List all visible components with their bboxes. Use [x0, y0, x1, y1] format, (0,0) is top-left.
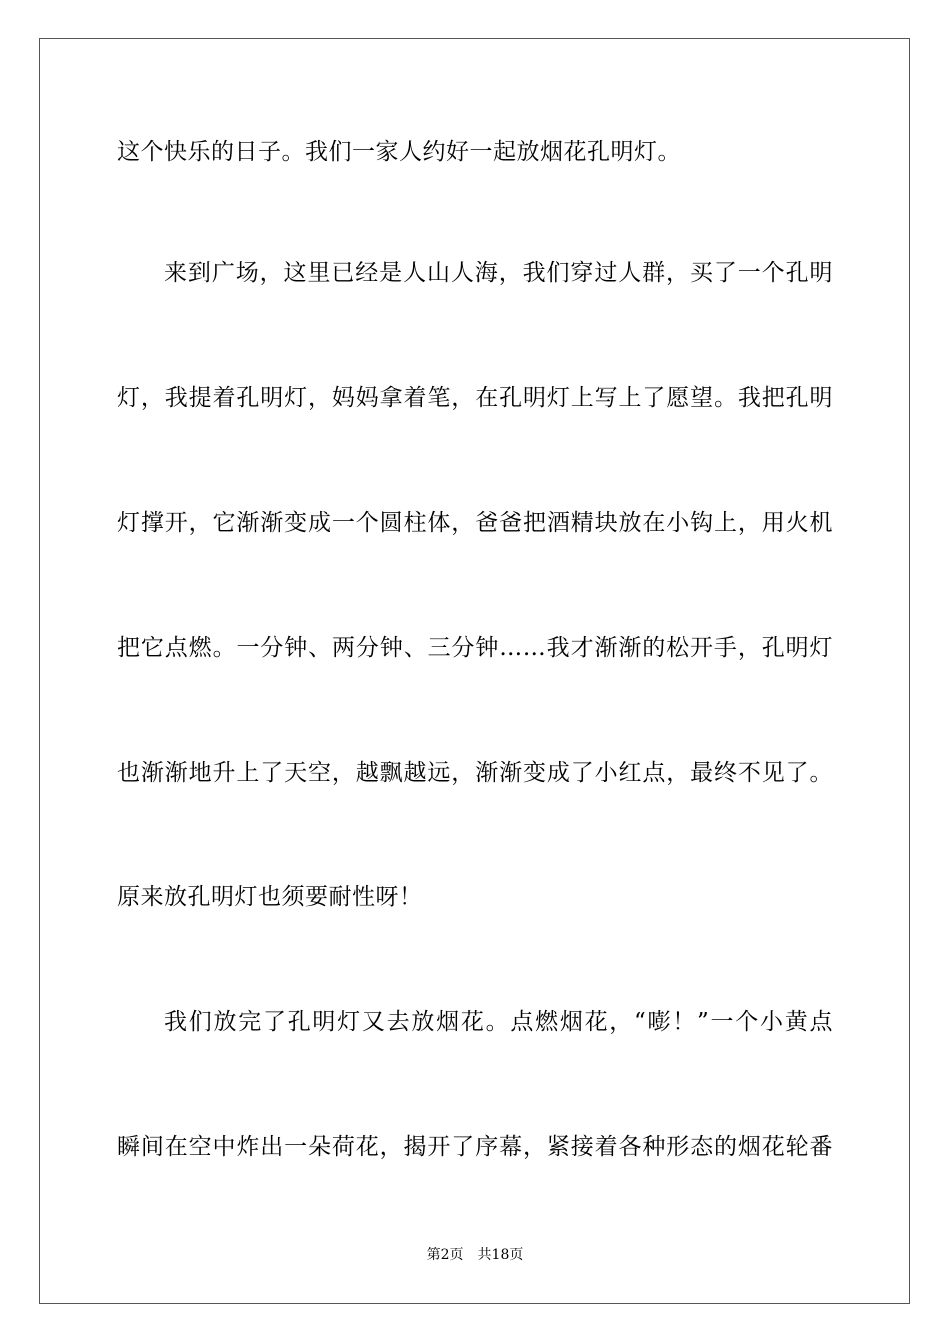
- text-line-5: 把它点燃。一分钟、两分钟、三分钟……我才渐渐的松开手，孔明灯: [117, 635, 833, 661]
- text-line-9: 瞬间在空中炸出一朵荷花，揭开了序幕，紧接着各种形态的烟花轮番: [117, 1134, 833, 1160]
- page-footer: [0, 1246, 950, 1264]
- page-number: 第2页: [426, 1247, 464, 1263]
- page-border: [39, 38, 910, 1304]
- text-line-6: 也渐渐地升上了天空，越飘越远，渐渐变成了小红点，最终不见了。: [117, 760, 833, 786]
- text-line-3: 灯，我提着孔明灯，妈妈拿着笔，在孔明灯上写上了愿望。我把孔明: [117, 385, 833, 411]
- text-line-7: 原来放孔明灯也须要耐性呀！: [117, 884, 423, 910]
- page-total: 共18页: [477, 1247, 524, 1263]
- text-line-4: 灯撑开，它渐渐变成一个圆柱体，爸爸把酒精块放在小钩上，用火机: [117, 510, 833, 536]
- text-line-1: 这个快乐的日子。我们一家人约好一起放烟花孔明灯。: [117, 139, 681, 165]
- text-line-8: 我们放完了孔明灯又去放烟花。点燃烟花，“嘭！”一个小黄点: [164, 1009, 833, 1035]
- text-line-2: 来到广场，这里已经是人山人海，我们穿过人群，买了一个孔明: [164, 260, 833, 286]
